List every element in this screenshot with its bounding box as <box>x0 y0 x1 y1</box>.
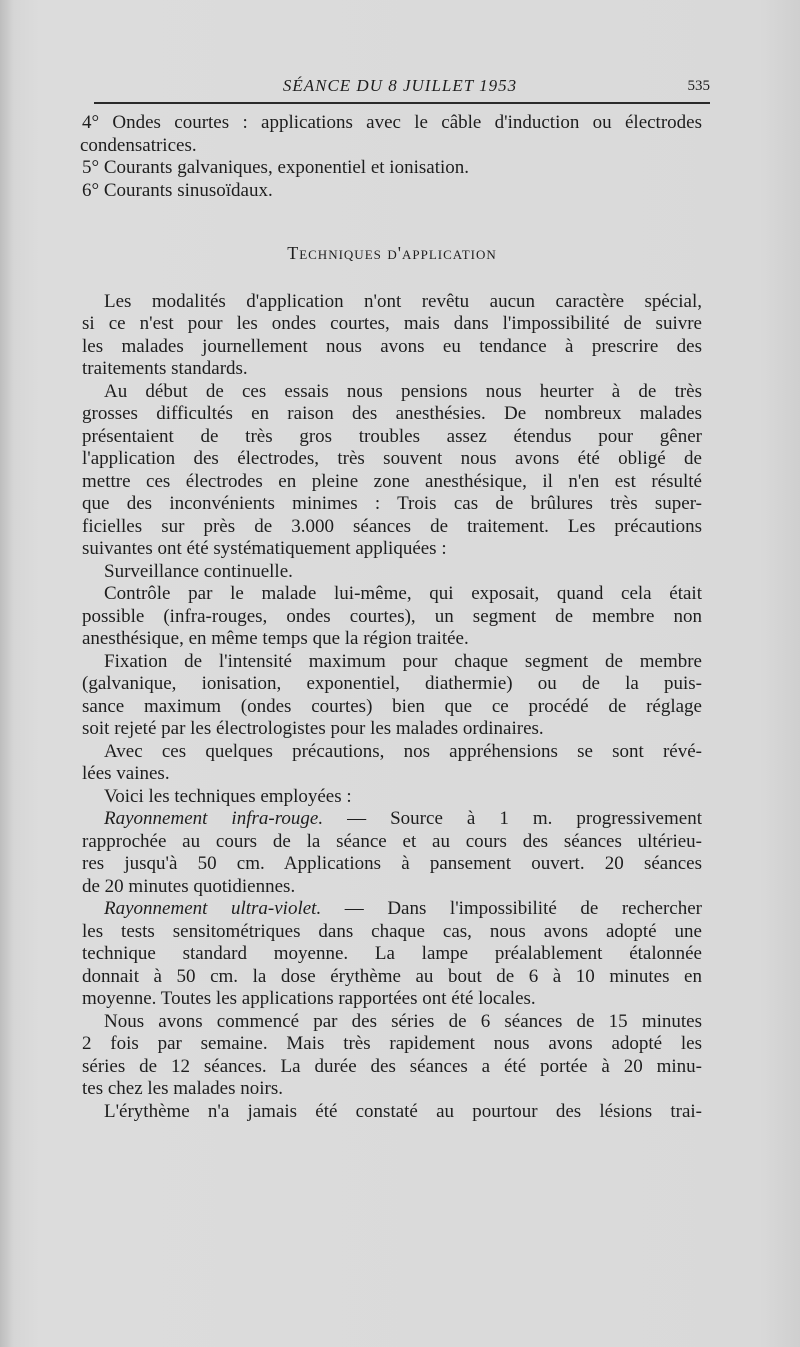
text-line: Avec ces quelques précautions, nos appréhensions se sont révé- <box>104 740 702 762</box>
text-line: traitements standards. <box>82 358 248 379</box>
text-line: les malades journellement nous avons eu tendance à prescrire des <box>82 335 702 357</box>
paragraph <box>82 651 702 741</box>
running-title: SÉANCE DU 8 JUILLET 1953 <box>282 76 518 95</box>
italic-lead: Rayonnement infra-rouge. <box>104 808 324 829</box>
italic-lead: Rayonnement ultra-violet. <box>104 898 322 919</box>
paragraph <box>82 291 702 381</box>
text-line: de 20 minutes quotidiennes. <box>82 875 296 897</box>
text-line: possible (infra-rouges, ondes courtes), un segment de membre non <box>82 605 702 627</box>
list-item-5 <box>82 157 702 180</box>
paragraph <box>82 786 702 809</box>
lead-continuation: — Source à 1 m. progressivement <box>323 808 702 829</box>
text-line: séries de 12 séances. La durée des séances a été portée à 20 minu- <box>82 1055 702 1077</box>
text-line: 5° Courants galvaniques, exponentiel et ionisation. <box>82 157 469 178</box>
paragraph <box>82 381 702 561</box>
body-text <box>82 112 702 1123</box>
text-line: suivantes ont été systématiquement appliquées : <box>82 538 447 559</box>
text-line: soit rejeté par les électrologistes pour les malades ordinaires. <box>82 718 544 739</box>
text-line: Fixation de l'intensité maximum pour chaque segment de membre <box>104 650 702 672</box>
text-line <box>104 898 702 921</box>
text-line: Voici les techniques employées : <box>104 785 352 807</box>
text-line: 2 fois par semaine. Mais très rapidement nous avons adopté les <box>82 1033 702 1054</box>
treatment-list <box>82 112 702 202</box>
text-line: Contrôle par le malade lui-même, qui exposait, quand cela était <box>104 583 702 604</box>
list-item-6 <box>82 180 702 203</box>
text-line <box>104 808 702 831</box>
text-line: anesthésique, en même temps que la région traitée. <box>82 628 469 649</box>
text-line: ficielles sur près de 3.000 séances de traitement. Les précautions <box>82 515 702 537</box>
text-line: Nous avons commencé par des séries de 6 séances de 15 minutes <box>104 1010 702 1032</box>
text-line: rapprochée au cours de la séance et au cours des séances ultérieu- <box>82 830 702 852</box>
text-line: (galvanique, ionisation, exponentiel, diathermie) ou de la puis- <box>82 673 702 694</box>
text-line: condensatrices. <box>80 134 197 156</box>
text-line: l'application des électrodes, très souvent nous avons été obligé de <box>82 448 702 469</box>
paragraph <box>82 741 702 786</box>
text-line: les tests sensitométriques dans chaque cas, nous avons adopté une <box>82 920 702 942</box>
section-heading: Techniques d'application <box>287 243 497 263</box>
list-item-4 <box>82 112 702 157</box>
paragraph <box>82 561 702 584</box>
text-line: technique standard moyenne. La lampe préalablement étalonnée <box>82 943 702 964</box>
lead-continuation: — Dans l'impossibilité de rechercher <box>321 898 702 919</box>
text-line: Au début de ces essais nous pensions nous heurter à de très <box>104 380 702 402</box>
text-line: présentaient de très gros troubles assez étendus pour gêner <box>82 425 702 447</box>
paragraph <box>82 808 702 898</box>
text-line: L'érythème n'a jamais été constaté au pourtour des lésions trai- <box>104 1100 702 1122</box>
text-line: res jusqu'à 50 cm. Applications à pansement ouvert. 20 séances <box>82 853 702 874</box>
page-number: 535 <box>687 78 710 94</box>
paragraphs <box>82 291 702 1124</box>
text-line: donnait à 50 cm. la dose érythème au bout de 6 à 10 minutes en <box>82 965 702 987</box>
text-line: 6° Courants sinusoïdaux. <box>82 179 273 201</box>
text-line: tes chez les malades noirs. <box>82 1078 284 1099</box>
paragraph <box>82 1101 702 1124</box>
paragraph <box>82 1011 702 1101</box>
header-rule <box>94 102 710 104</box>
text-line: Surveillance continuelle. <box>104 560 293 582</box>
text-line: mettre ces électrodes en pleine zone anesthésique, il n'en est résulté <box>82 470 702 492</box>
text-line: si ce n'est pour les ondes courtes, mais dans l'impossibilité de suivre <box>82 313 702 334</box>
text-line: 4° Ondes courtes : applications avec le câble d'induction ou électrodes <box>82 112 702 133</box>
running-head <box>90 74 710 102</box>
text-line: sance maximum (ondes courtes) bien que ce procédé de réglage <box>82 695 702 717</box>
text-line: moyenne. Toutes les applications rapportées ont été locales. <box>82 988 536 1009</box>
paragraph <box>82 898 702 1011</box>
text-line: lées vaines. <box>82 763 170 784</box>
text-line: grosses difficultés en raison des anesthésies. De nombreux malades <box>82 403 702 424</box>
text-line: Les modalités d'application n'ont revêtu aucun caractère spécial, <box>104 290 702 312</box>
text-line: que des inconvénients minimes : Trois cas de brûlures très super- <box>82 493 702 514</box>
paragraph <box>82 583 702 651</box>
